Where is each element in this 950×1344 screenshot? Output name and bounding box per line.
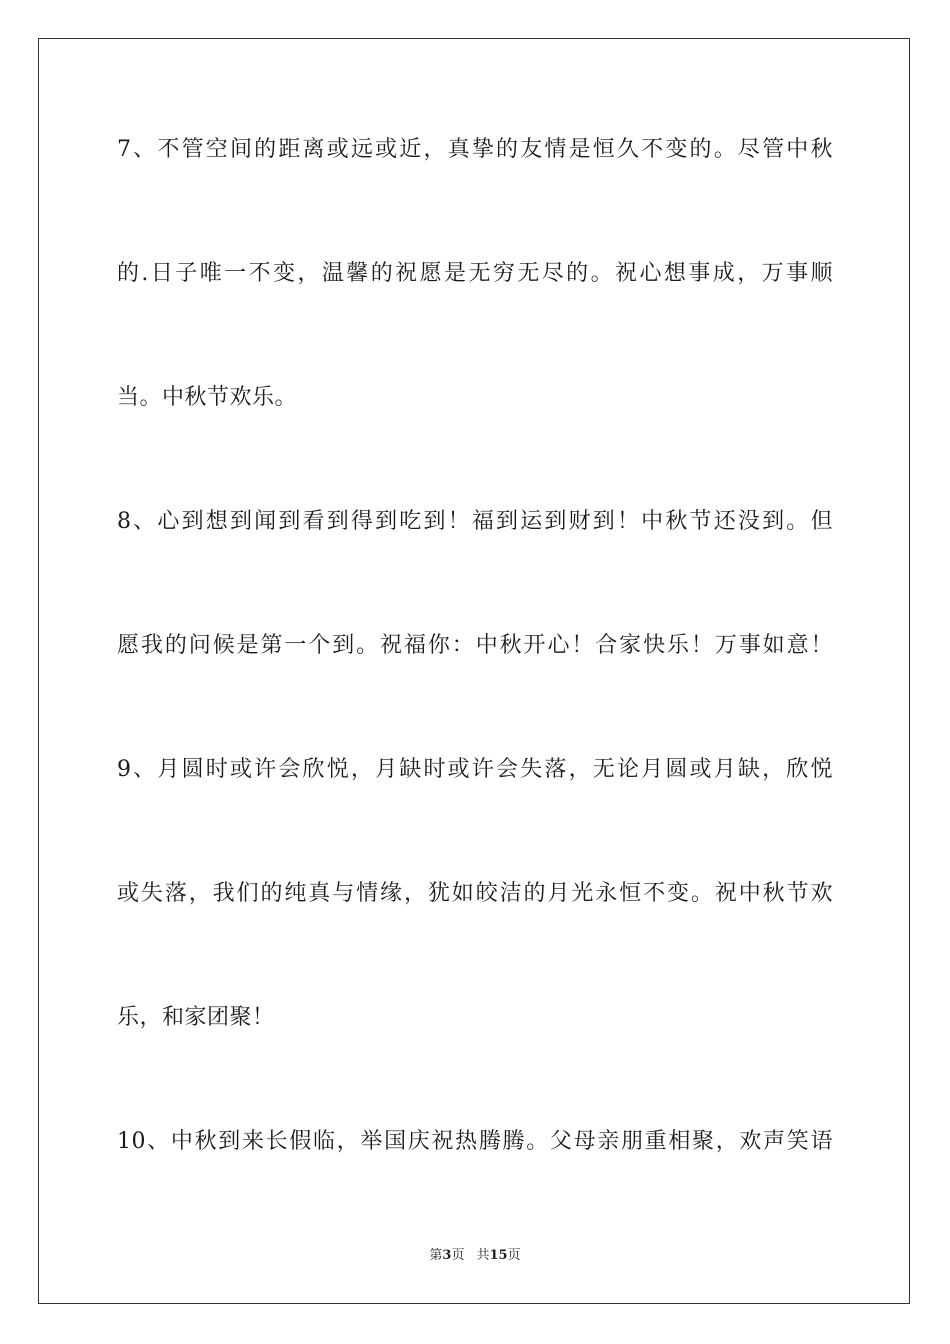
total-pages: 15 xyxy=(489,1248,508,1263)
text-line: 9、月圆时或许会欣悦，月缺时或许会失落，无论月圆或月缺，欣悦 xyxy=(117,757,833,782)
text-line: 或失落，我们的纯真与情缘，犹如皎洁的月光永恒不变。祝中秋节欢 xyxy=(117,881,833,906)
page-prefix: 第 xyxy=(429,1248,443,1263)
page-number: 3 xyxy=(442,1248,452,1263)
total-suffix: 页 xyxy=(507,1248,521,1263)
text-line: 8、心到想到闻到看到得到吃到！福到运到财到！中秋节还没到。但 xyxy=(117,509,833,534)
page-suffix: 页 xyxy=(451,1248,465,1263)
text-line: 当。中秋节欢乐。 xyxy=(117,385,298,410)
total-prefix: 共 xyxy=(476,1248,490,1263)
text-line: 7、不管空间的距离或远或近，真挚的友情是恒久不变的。尽管中秋 xyxy=(117,137,833,162)
text-line: 愿我的问候是第一个到。祝福你：中秋开心！合家快乐！万事如意！ xyxy=(117,633,833,658)
text-line: 乐，和家团聚！ xyxy=(117,1005,275,1030)
text-line: 的.日子唯一不变，温馨的祝愿是无穷无尽的。祝心想事成，万事顺 xyxy=(117,261,833,286)
text-line: 10、中秋到来长假临，举国庆祝热腾腾。父母亲朋重相聚，欢声笑语 xyxy=(117,1129,833,1154)
page-border xyxy=(38,38,910,1304)
page-footer xyxy=(0,1246,950,1266)
